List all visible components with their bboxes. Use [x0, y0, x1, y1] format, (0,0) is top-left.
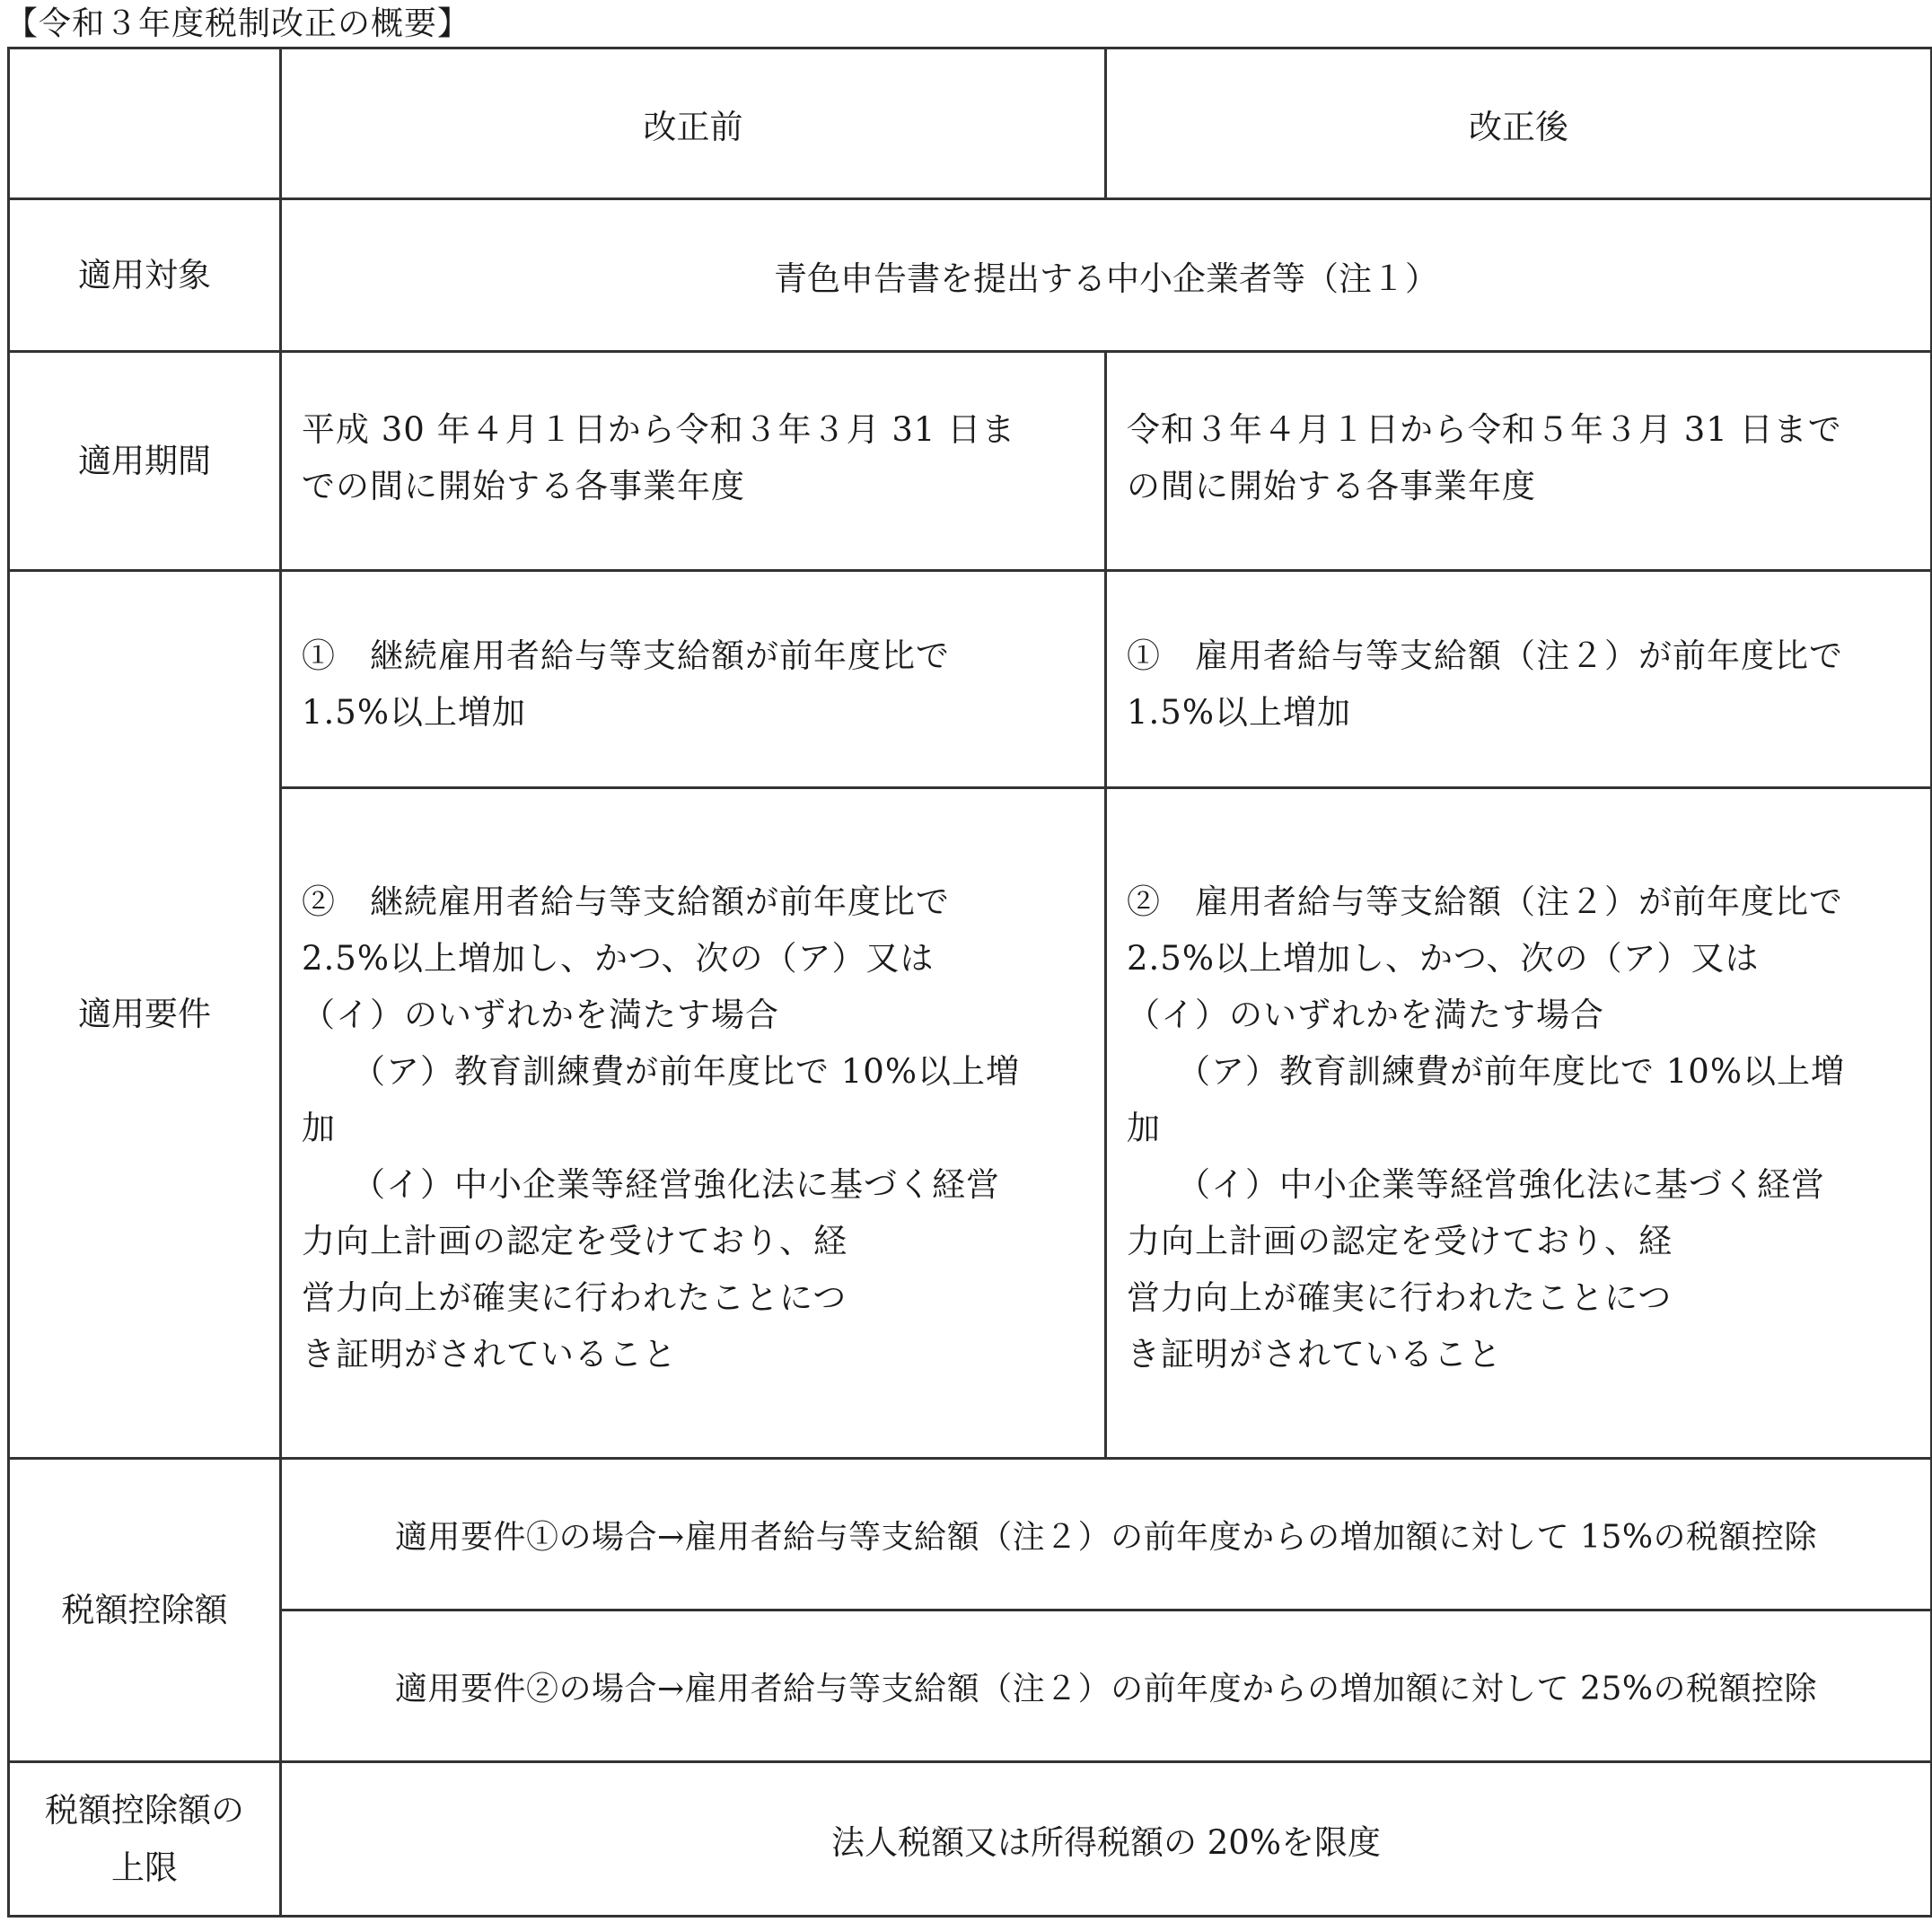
period-after [1106, 352, 1932, 571]
table-header-row [9, 48, 1932, 199]
label-limit-line-1: 税額控除額の [45, 1790, 244, 1830]
label-period: 適用期間 [9, 352, 281, 571]
label-deduction: 税額控除額 [9, 1459, 281, 1762]
period-before [281, 352, 1106, 571]
tax-reform-table [7, 47, 1932, 1918]
label-limit [9, 1762, 281, 1917]
req2-after-line-9: き証明がされていること [1127, 1335, 1502, 1373]
req2-after-line-7: 力向上計画の認定を受けており、経 [1127, 1222, 1673, 1260]
label-requirements: 適用要件 [9, 571, 281, 1459]
req1-before-line-1: ① 継続雇用者給与等支給額が前年度比で [302, 636, 950, 675]
req2-after-line-3: （イ）のいずれかを満たす場合 [1127, 996, 1604, 1034]
header-after: 改正後 [1106, 48, 1932, 199]
req1-before [281, 571, 1106, 788]
req1-before-line-2: 1.5%以上増加 [302, 693, 526, 732]
header-empty-cell [9, 48, 281, 199]
req2-after-line-5: 加 [1127, 1109, 1161, 1147]
req2-after-line-6: （イ）中小企業等経営強化法に基づく経営 [1177, 1165, 1825, 1204]
header-before: 改正前 [281, 48, 1106, 199]
req2-before-line-3: （イ）のいずれかを満たす場合 [302, 996, 779, 1034]
period-after-line-2: の間に開始する各事業年度 [1127, 467, 1536, 505]
req2-after-line-8: 営力向上が確実に行われたことにつ [1127, 1278, 1673, 1317]
row-requirement-1 [9, 571, 1932, 788]
req1-after [1106, 571, 1932, 788]
req2-after-line-4: （ア）教育訓練費が前年度比で 10%以上増 [1177, 1052, 1845, 1091]
row-period [9, 352, 1932, 571]
req2-before-line-8: 営力向上が確実に行われたことにつ [302, 1278, 847, 1317]
req2-before [281, 788, 1106, 1459]
deduction-case-1: 適用要件①の場合→雇用者給与等支給額（注２）の前年度からの増加額に対して 15%の税額控除 [281, 1459, 1932, 1610]
period-before-line-1: 平成 30 年４月１日から令和３年３月 31 日ま [302, 410, 1016, 449]
target-value: 青色申告書を提出する中小企業者等（注１） [281, 199, 1932, 352]
req2-after [1106, 788, 1932, 1459]
deduction-case-2: 適用要件②の場合→雇用者給与等支給額（注２）の前年度からの増加額に対して 25%の税額控除 [281, 1610, 1932, 1762]
req2-before-line-4: （ア）教育訓練費が前年度比で 10%以上増 [352, 1052, 1020, 1091]
req2-before-line-1: ② 継続雇用者給与等支給額が前年度比で [302, 882, 950, 921]
label-target: 適用対象 [9, 199, 281, 352]
period-after-line-1: 令和３年４月１日から令和５年３月 31 日まで [1127, 410, 1842, 449]
limit-value: 法人税額又は所得税額の 20%を限度 [281, 1762, 1932, 1917]
period-before-line-2: での間に開始する各事業年度 [302, 467, 745, 505]
row-limit [9, 1762, 1932, 1917]
req1-after-line-1: ① 雇用者給与等支給額（注２）が前年度比で [1127, 636, 1843, 675]
row-deduction-2 [9, 1610, 1932, 1762]
req2-after-line-1: ② 雇用者給与等支給額（注２）が前年度比で [1127, 882, 1843, 921]
row-requirement-2 [9, 788, 1932, 1459]
row-deduction-1 [9, 1459, 1932, 1610]
row-target [9, 199, 1932, 352]
req2-before-line-2: 2.5%以上増加し、かつ、次の（ア）又は [302, 939, 935, 978]
req2-after-line-2: 2.5%以上増加し、かつ、次の（ア）又は [1127, 939, 1760, 978]
req2-before-line-6: （イ）中小企業等経営強化法に基づく経営 [352, 1165, 1000, 1204]
req1-after-line-2: 1.5%以上増加 [1127, 693, 1351, 732]
req2-before-line-9: き証明がされていること [302, 1335, 677, 1373]
label-limit-line-2: 上限 [111, 1847, 178, 1887]
page-title: 【令和３年度税制改正の概要】 [5, 5, 471, 42]
req2-before-line-7: 力向上計画の認定を受けており、経 [302, 1222, 847, 1260]
req2-before-line-5: 加 [302, 1109, 336, 1147]
